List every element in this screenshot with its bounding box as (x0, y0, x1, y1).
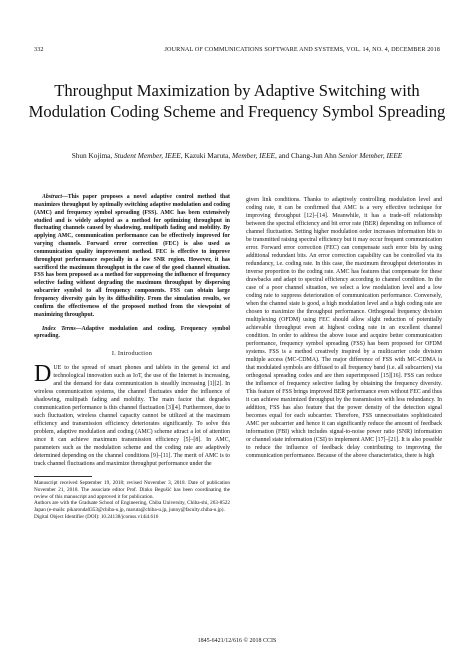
right-column-text: given link conditions. Thanks to adaptively controlling modulation level and coding rate, it can be confirmed that AMC is a very effective technique for improving throughput [12]–[14]. Meanwhile, it has a trade-off relationship between the spectral efficiency and bit error rate (BER) depending on influence of channel fluctuation. Setting higher modulation order increases information bits to be transmitted raising spectral efficiency but it may occur frequent communication error. Forward error correction (FEC) can compensate such error bits by using additional redundant bits. An error correction capability can be controlled via its redundancy, i.e. coding rate. In this case, the maximum throughput deteriorates in inverse proportion to the coding rate. AMC has features that compensate for these drawbacks and adapt to spectral efficiency according to channel condition. In the case of a poor channel situation, we select a low modulation level and a low coding rate to suppress deterioration of communication performance. Conversely, when the channel state is good, a high modulation level and a high coding rate are chosen to maximize the throughput performance. Orthogonal frequency division multiplexing (OFDM) using FEC should allow slight reduction of potentially achievable throughput even at highest coding rate in an excellent channel condition. In order to address the above issue and acquire better communication performance, frequency symbol spreading (FSS) has been proposed for OFDM systems. FSS is a method creatively inspired by a multicarrier code division multiple access (MC-CDMA). The major difference of FSS with MC-CDMA is that modulated symbols are diffused to all frequency band (i.e. all subcarriers) via orthogonal spreading codes and are then superimposed [15][16]. FSS can reduce the influence of frequency selective fading by obtaining the frequency diversity. This feature of FSS brings improved BER performance even without FEC and thus it can achieve maximized throughput by the transmission with less redundancy. In addition, FSS has also feature that the power density of the detection signal becomes equal for each subcarrier. Therefore, FSS unnecessitates sophisticated AMC per subcarrier and hence it can significantly reduce the amount of feedback information (FBI) which includes signal-to-noise power ratio (SNR) information or channel state information (CSI) to implement AMC [17]–[21]. It is also possible to reduce the influence of feedback delay contributing to improving the communication performance. Because of the above characteristics, there is high (246, 197, 442, 459)
index-terms-text: —Adaptive modulation and coding, Frequency symbol spreading. (34, 325, 230, 340)
page-number: 332 (34, 46, 44, 53)
left-column (34, 194, 230, 520)
intro-paragraph (34, 361, 230, 468)
abstract-text: —This paper proposes a novel adaptive control method that maximizes throughput by optimally switching adaptive modulation and coding (AMC) and frequency symbol spreading (FSS). AMC has been extensively studied and is widely adopted as a method for optimizing throughput in fluctuating channels caused by shadowing, multipath fading and mobility. By applying AMC, communication performance can be effectively improved for varying channels. Forward error correction (FEC) is also used as communication quality improvement method. FEC is effective to improve throughput performance especially in a low SNR region. However, it has sacrificed the maximum throughput in the case of the good channel situation. FSS has been proposed as a method for suppressing the influence of frequency selective fading without degrading the maximum throughput by dispersing subcarrier symbol to all frequency components. FSS can obtain large frequency diversity gain by its diffusibility. From the simulation results, we confirm the effectiveness of the proposed method from the viewpoint of maximizing throughput. (34, 194, 230, 318)
author-2-name: Kazuki Maruta, (184, 151, 231, 160)
author-3-name: and Chang-Jun Ahn (278, 151, 337, 160)
author-1-name: Shun Kojima, (71, 151, 113, 160)
intro-text: to the spread of smart phones and tablets in the general ict and technological innovation such as IoT, the use of the Internet is increasing, and the demand for data communication is steadily increasing [1][2]. In wireless communication systems, the channel fluctuates under the influence of shadowing, multipath fading and mobility. The main factor that degrades communication performance is this channel fluctuation [3][4]. Furthermore, due to such fluctuation, wireless channel capacity cannot be utilized at the maximum efficiency and transmission efficiency deteriorates significantly. To solve this problem, adaptive modulation and coding (AMC) scheme attract a lot of attention since it can achieve maximum transmission efficiency [5]–[8]. In AMC, parameters such as the modulation scheme and the coding rate are adaptively determined depending on the channel conditions [9]–[11]. The merit of AMC is to track channel fluctuations and maximize throughput performance under the (34, 365, 230, 468)
footnote-manuscript: Manuscript received September 19, 2018; revised November 3, 2018. Date of publication November 21, 2018. The associate editor Prof. Dinko Begušić has been coordinating the review of this manuscript and approved it for publication. (34, 480, 230, 500)
author-2-role: Member, IEEE, (232, 151, 277, 160)
section-heading: I. Introduction (111, 350, 153, 358)
author-line (24, 151, 450, 160)
author-3-role: Senior Member, IEEE (338, 151, 403, 160)
running-head (34, 46, 440, 56)
footnote-divider (34, 476, 92, 477)
right-column (246, 196, 442, 460)
index-terms-lead: Index Terms (42, 325, 76, 332)
intro-first-words: UE (53, 365, 62, 372)
index-terms (34, 326, 230, 342)
footnote-affiliation: Authors are with the Graduate School of Engineering, Chiba University, Chiba-shi, 263-8522 Japan (e-mails: pikaronda0353@chiba-u.jp, maruta@chiba-u.jp, junny@faculty.chiba-u.jp). (34, 500, 230, 513)
paper-title: Throughput Maximization by Adaptive Switching with Modulation Coding Scheme and Frequency Symbol Spreading (28, 81, 446, 121)
abstract-lead: Abstract (42, 194, 62, 200)
page-footer: 1845-6421/12/616 © 2018 CCIS (197, 638, 277, 644)
author-1-role: Student Member, IEEE, (114, 151, 183, 160)
drop-cap: D (34, 361, 52, 388)
footnote-doi: Digital Object Identifier (DOI): 10.24138/jcomss.v14i4.616 (34, 513, 159, 520)
journal-title: JOURNAL OF COMMUNICATIONS SOFTWARE AND SYSTEMS, VOL. 14, NO. 4, DECEMBER 2018 (164, 46, 440, 53)
abstract (34, 194, 230, 320)
